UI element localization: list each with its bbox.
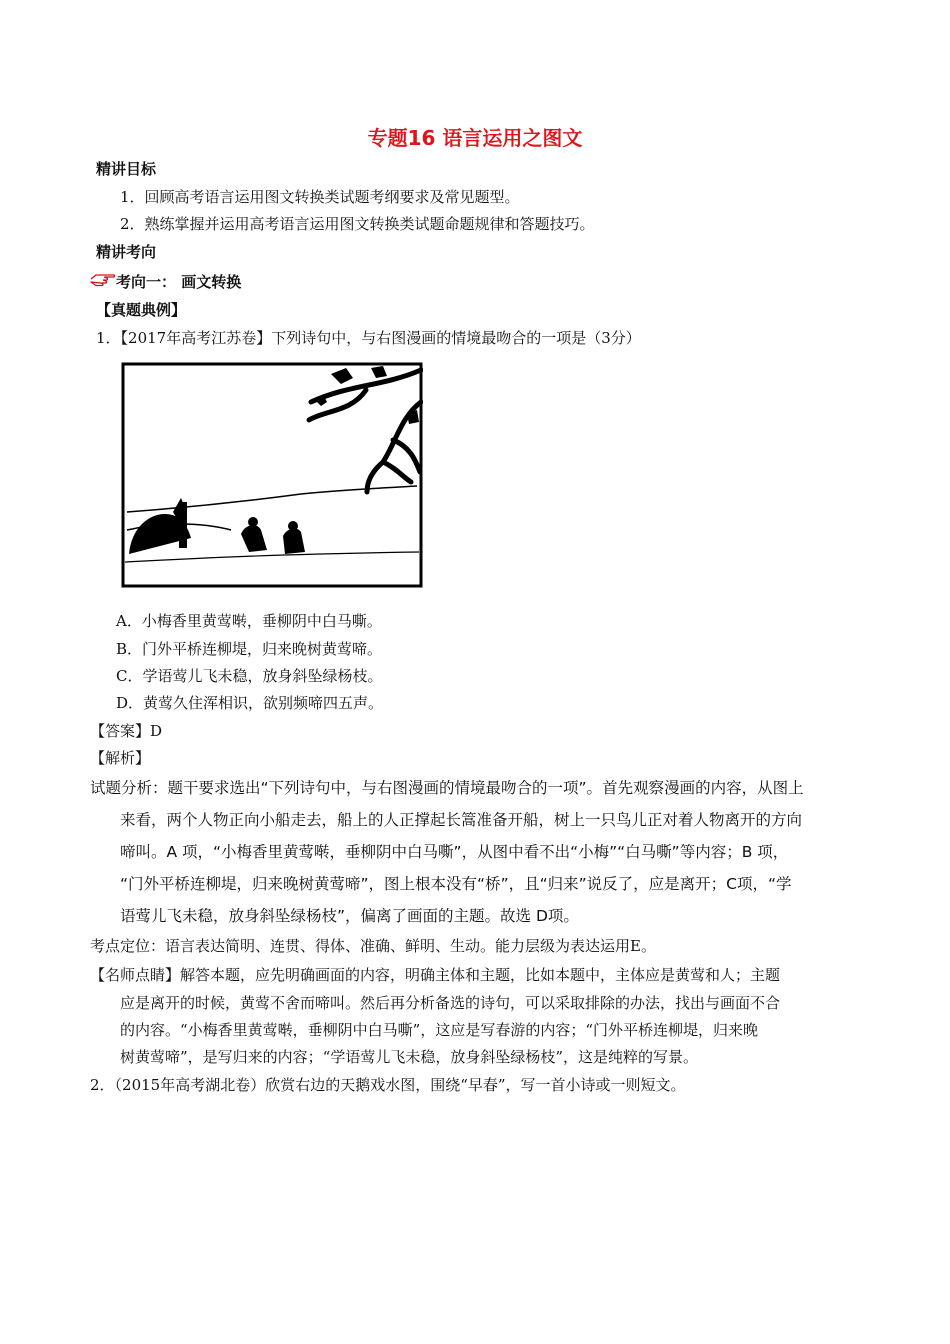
- direction-one-heading: 考向一： 画文转换: [116, 273, 242, 291]
- goal-item: 1．回顾高考语言运用图文转换类试题考纲要求及常见题型。: [120, 188, 520, 206]
- goal-item: 2．熟练掌握并运用高考语言运用图文转换类试题命题规律和答题技巧。: [120, 215, 595, 233]
- analysis-line: 试题分析：题干要求选出“下列诗句中，与右图漫画的情境最吻合的一项”。首先观察漫画的内容，从图上: [90, 779, 804, 797]
- analysis-line: 啼叫。A 项，“小梅香里黄莺啭，垂柳阴中白马嘶”，从图中看不出“小梅”“白马嘶”等内容；B 项，: [120, 843, 789, 861]
- teacher-tip-line: 树黄莺啼”，是写归来的内容；“学语莺儿飞未稳，放身斜坠绿杨枝”，这是纯粹的写景。: [120, 1048, 699, 1066]
- question-1-stem: 1．【2017年高考江苏卷】下列诗句中，与右图漫画的情境最吻合的一项是（3分）: [96, 329, 641, 347]
- examples-heading: 【真题典例】: [96, 301, 187, 319]
- teacher-tip-line: 【名师点睛】解答本题，应先明确画面的内容，明确主体和主题，比如本题中，主体应是黄莺和人；主题: [90, 966, 781, 984]
- option-a: A．小梅香里黄莺啭，垂柳阴中白马嘶。: [116, 612, 382, 630]
- cartoon-illustration: [121, 362, 423, 588]
- option-b: B．门外平桥连柳堤，归来晚树黄莺啼。: [116, 640, 383, 658]
- option-d: D．黄莺久住浑相识，欲别频啼四五声。: [116, 694, 384, 712]
- pointing-hand-icon: [90, 270, 116, 288]
- analysis-heading: 【解析】: [90, 749, 151, 767]
- answer-line: 【答案】D: [90, 722, 163, 740]
- analysis-line: 语莺儿飞未稳，放身斜坠绿杨枝”，偏离了画面的主题。故选 D项。: [120, 907, 579, 925]
- analysis-line: “门外平桥连柳堤，归来晚树黄莺啼”，图上根本没有“桥”，且“归来”说反了，应是离开；C项，“学: [120, 875, 792, 893]
- question-2-stem: 2．（2015年高考湖北卷）欣赏右边的天鹅戏水图，围绕“早春”，写一首小诗或一则短文。: [90, 1076, 686, 1094]
- goals-heading: 精讲目标: [96, 160, 157, 178]
- key-point: 考点定位：语言表达简明、连贯、得体、准确、鲜明、生动。能力层级为表达运用E。: [90, 937, 656, 955]
- teacher-tip-line: 的内容。“小梅香里黄莺啭，垂柳阴中白马嘶”，这应是写春游的内容；“门外平桥连柳堤，归来晚: [120, 1021, 759, 1039]
- analysis-line: 来看，两个人物正向小船走去，船上的人正撑起长篙准备开船，树上一只鸟儿正对着人物离开的方向: [120, 811, 803, 829]
- option-c: C．学语莺儿飞未稳，放身斜坠绿杨枝。: [116, 667, 383, 685]
- page-title: 专题16 语言运用之图文: [367, 126, 583, 150]
- teacher-tip-line: 应是离开的时候，黄莺不舍而啼叫。然后再分析备选的诗句，可以采取排除的办法，找出与画面不合: [120, 994, 781, 1012]
- directions-heading: 精讲考向: [96, 243, 157, 261]
